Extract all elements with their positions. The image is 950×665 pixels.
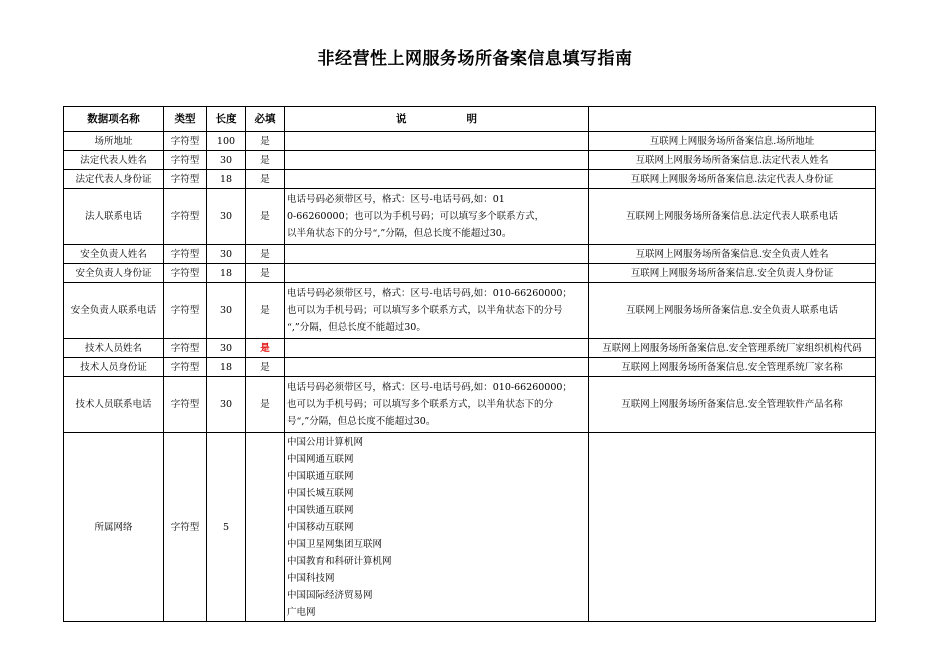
field-type: 字符型: [164, 170, 207, 189]
field-note: 互联网上网服务场所备案信息.安全负责人身份证: [589, 264, 876, 283]
table-row: [64, 151, 876, 170]
field-required: 是: [246, 245, 285, 264]
field-length: 18: [207, 264, 246, 283]
field-note: 互联网上网服务场所备案信息.场所地址: [589, 132, 876, 151]
field-type: 字符型: [164, 245, 207, 264]
description-line: 号“,”分隔，但总长度不能超过30。: [287, 416, 436, 427]
network-options-list: [285, 433, 589, 622]
network-option: 中国长城互联网: [287, 487, 354, 499]
table-row: [64, 170, 876, 189]
field-name: 所属网络: [64, 433, 164, 622]
network-option: 中国教育和科研计算机网: [287, 555, 392, 567]
field-name: 场所地址: [64, 132, 164, 151]
description-line: 电话号码必须带区号，格式：区号-电话号码,如：010-66260000；: [287, 382, 572, 393]
table-row: [64, 264, 876, 283]
field-length: 30: [207, 339, 246, 358]
description-line: 以半角状态下的分号“,”分隔，但总长度不能超过30。: [287, 228, 512, 239]
field-description: [285, 283, 589, 339]
network-option: 广电网: [287, 606, 316, 618]
network-option: 中国移动互联网: [287, 521, 354, 533]
field-name: 安全负责人姓名: [64, 245, 164, 264]
filing-guide-table: [63, 106, 876, 622]
field-required: 是: [246, 377, 285, 433]
network-option: 中国卫星网集团互联网: [287, 538, 383, 550]
table-row: [64, 132, 876, 151]
description-line: 0-66260000；也可以为手机号码；可以填写多个联系方式，: [287, 211, 545, 222]
field-name: 法人联系电话: [64, 189, 164, 245]
field-name: 安全负责人联系电话: [64, 283, 164, 339]
field-required: 是: [246, 132, 285, 151]
network-option: 中国公用计算机网: [287, 436, 364, 448]
field-type: 字符型: [164, 283, 207, 339]
field-required: 是: [246, 283, 285, 339]
field-description: [285, 189, 589, 245]
table-row: [64, 283, 876, 339]
field-length: 30: [207, 283, 246, 339]
field-name: 技术人员姓名: [64, 339, 164, 358]
network-option: 中国科技网: [287, 572, 335, 584]
table-row: [64, 433, 876, 622]
table-row: [64, 339, 876, 358]
field-note: 互联网上网服务场所备案信息.法定代表人身份证: [589, 170, 876, 189]
table-row: [64, 189, 876, 245]
table-row: [64, 245, 876, 264]
field-note: 互联网上网服务场所备案信息.安全管理软件产品名称: [589, 377, 876, 433]
network-option: 中国联通互联网: [287, 470, 354, 482]
network-option: 中国网通互联网: [287, 453, 354, 465]
header-note: [589, 107, 876, 132]
field-required-highlighted: 是: [246, 339, 285, 358]
field-type: 字符型: [164, 358, 207, 377]
field-description: [285, 377, 589, 433]
field-length: 30: [207, 151, 246, 170]
header-description: 说 明: [285, 107, 589, 132]
network-option: 中国铁通互联网: [287, 504, 354, 516]
field-required: 是: [246, 151, 285, 170]
field-note: 互联网上网服务场所备案信息.法定代表人联系电话: [589, 189, 876, 245]
description-line: 也可以为手机号码；可以填写多个联系方式，以半角状态下的分号: [287, 305, 563, 316]
field-required: 是: [246, 170, 285, 189]
field-type: 字符型: [164, 132, 207, 151]
field-type: 字符型: [164, 151, 207, 170]
field-name: 技术人员身份证: [64, 358, 164, 377]
field-length: 18: [207, 170, 246, 189]
header-length: 长度: [207, 107, 246, 132]
description-line: 也可以为手机号码；可以填写多个联系方式，以半角状态下的分: [287, 399, 554, 410]
field-type: 字符型: [164, 433, 207, 622]
header-type: 类型: [164, 107, 207, 132]
field-note: 互联网上网服务场所备案信息.法定代表人姓名: [589, 151, 876, 170]
table-header-row: [64, 107, 876, 132]
field-type: 字符型: [164, 377, 207, 433]
header-required: 必填: [246, 107, 285, 132]
field-name: 法定代表人姓名: [64, 151, 164, 170]
field-description: [285, 132, 589, 151]
field-description: [285, 151, 589, 170]
field-type: 字符型: [164, 339, 207, 358]
field-name: 安全负责人身份证: [64, 264, 164, 283]
field-length: 30: [207, 377, 246, 433]
field-note: 互联网上网服务场所备案信息.安全负责人联系电话: [589, 283, 876, 339]
field-name: 法定代表人身份证: [64, 170, 164, 189]
field-note: 互联网上网服务场所备案信息.安全管理系统厂家组织机构代码: [589, 339, 876, 358]
field-name: 技术人员联系电话: [64, 377, 164, 433]
field-description: [285, 170, 589, 189]
description-line: 电话号码必须带区号，格式：区号-电话号码,如：010-66260000；: [287, 288, 572, 299]
field-note: [589, 433, 876, 622]
description-line: “,”分隔，但总长度不能超过30。: [287, 322, 426, 333]
field-required: 是: [246, 189, 285, 245]
table-row: [64, 377, 876, 433]
network-option: 中国国际经济贸易网: [287, 589, 373, 601]
field-type: 字符型: [164, 189, 207, 245]
header-name: 数据项名称: [64, 107, 164, 132]
field-description: [285, 245, 589, 264]
field-note: 互联网上网服务场所备案信息.安全负责人姓名: [589, 245, 876, 264]
document-title: 非经营性上网服务场所备案信息填写指南: [317, 49, 633, 69]
field-description: [285, 339, 589, 358]
field-length: 18: [207, 358, 246, 377]
field-type: 字符型: [164, 264, 207, 283]
field-required: [246, 433, 285, 622]
field-description: [285, 358, 589, 377]
field-required: 是: [246, 358, 285, 377]
field-length: 100: [207, 132, 246, 151]
field-note: 互联网上网服务场所备案信息.安全管理系统厂家名称: [589, 358, 876, 377]
field-required: 是: [246, 264, 285, 283]
field-length: 30: [207, 245, 246, 264]
field-description: [285, 264, 589, 283]
table-row: [64, 358, 876, 377]
field-length: 5: [207, 433, 246, 622]
field-length: 30: [207, 189, 246, 245]
description-line: 电话号码必须带区号，格式：区号-电话号码,如：01: [287, 194, 505, 205]
